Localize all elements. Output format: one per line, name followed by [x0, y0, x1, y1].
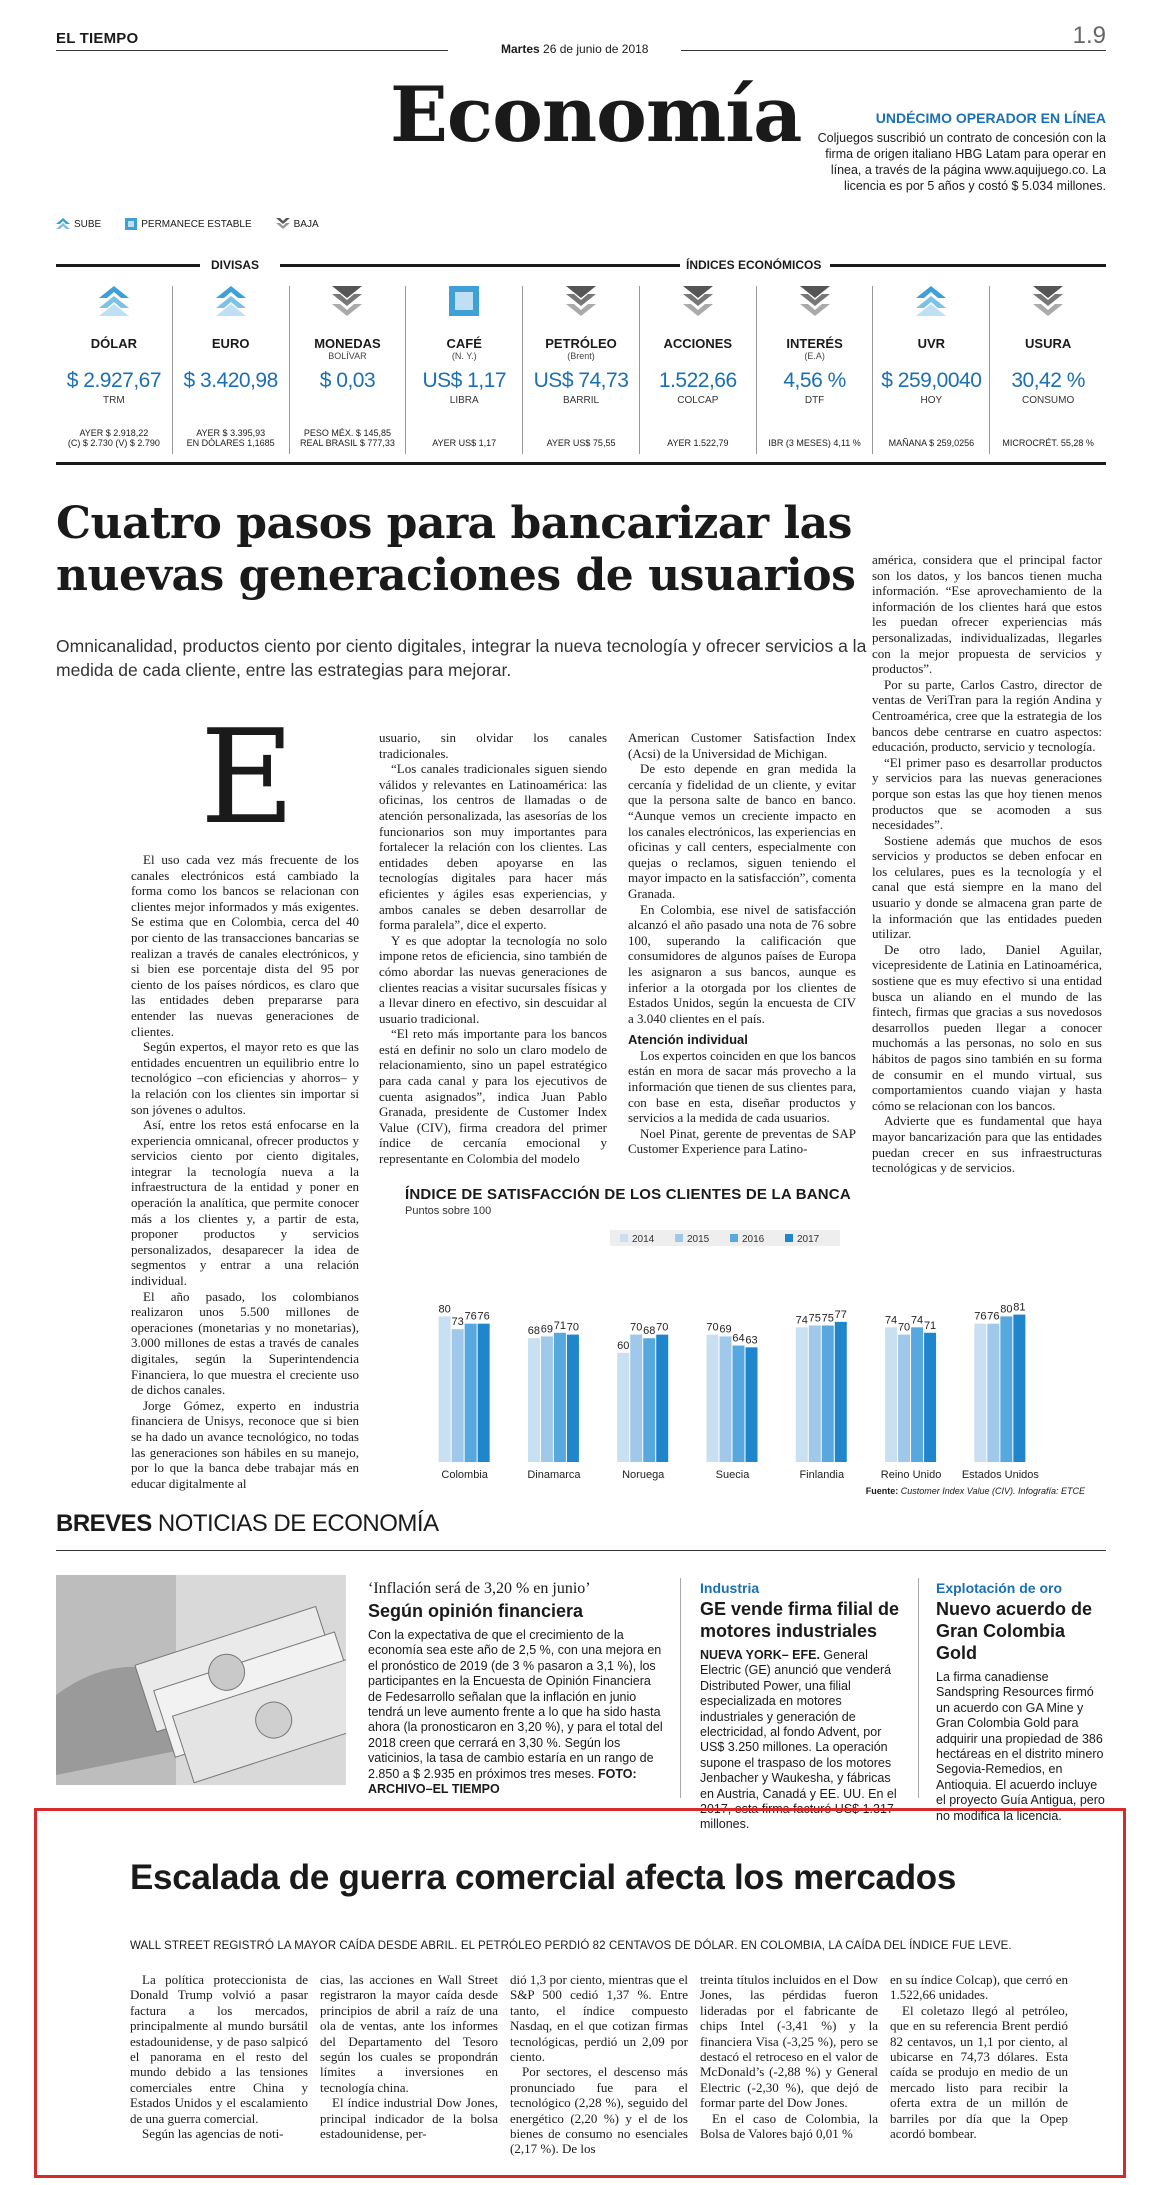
trend-up-icon	[56, 218, 70, 230]
banknotes-photo-icon	[56, 1575, 346, 1785]
indicator-uvr	[873, 286, 990, 454]
article-paragraph: De esto depende en gran medida la cercanía y fidelidad de un cliente, y evitar que la persona salte de banco en banco. “Aunque vemos un creciente impacto en los canales electrónicos, las experiencias en oficinas y call centers, especialmente con quejas o reclamos, siguen teniendo el mayor impacto en la satisfacción”, comenta Granada.	[628, 761, 856, 901]
article-paragraph: Los expertos coinciden en que los bancos están en mora de sacar más provecho a la información que tienen de sus clientes para, con base en esta, diseñar productos y servicios a la medida de cada usuarios.	[628, 1047, 856, 1126]
header-rule-right	[681, 50, 1106, 51]
indicator-trend	[173, 286, 289, 326]
legend-swatch	[675, 1234, 683, 1242]
chart-subtitle: Puntos sobre 100	[405, 1205, 492, 1217]
legend-stable	[125, 218, 251, 230]
bar-value-label: 64	[732, 1332, 745, 1345]
indicator-previous	[177, 428, 285, 448]
article-paragraph: Jorge Gómez, experto en industria financiera de Unisys, reconoce que si bien se ha dado un avance tecnológico, no todas las generaciones son hábiles en su manejo, por lo que la banca debe trabajar más en educar digitalmente al	[131, 1397, 359, 1491]
bar-value-label: 75	[821, 1312, 834, 1325]
indicator-trend	[290, 286, 406, 326]
article-paragraph: Por su parte, Carlos Castro, director de ventas de VeriTran para la región Andina y Centroamérica, cree que la estrategia de los bancos debe centrarse en cuatro aspectos: educación, producto, servicio y tecnología.	[872, 676, 1102, 755]
chart-bar	[987, 1324, 999, 1462]
indicator-value: $ 0,03	[319, 369, 376, 392]
date-day: Martes	[501, 42, 540, 56]
indicator-prev-line: IBR (3 MESES) 4,11 %	[768, 438, 861, 448]
chart-bar	[478, 1324, 490, 1462]
trend-down-icon	[1033, 286, 1063, 316]
chart-bar	[656, 1335, 668, 1462]
trend-down-icon	[276, 218, 290, 230]
indicator-unit: COLCAP	[677, 395, 719, 406]
article-paragraph: Sostiene además que muchos de esos servicios y productos se deben enfocar en los celulares, pues es la tecnología y el canal que está siempre en la mano del usuario y donde se almacena gran parte de la información que las entidades pueden utilizar.	[872, 832, 1102, 942]
trend-down-icon	[800, 286, 830, 316]
lead2-column-4	[700, 1972, 878, 2141]
indicator-unit: LIBRA	[449, 395, 479, 406]
bar-value-label: 76	[974, 1310, 987, 1323]
chart-bar	[796, 1327, 808, 1462]
indicator-value: $ 259,0040	[881, 369, 982, 392]
indicators-strip	[56, 286, 1106, 454]
article-paragraph: Noel Pinat, gerente de preventas de SAP Customer Experience para Latino-	[628, 1125, 856, 1157]
indicator-value: 30,42 %	[1011, 369, 1085, 392]
lead2-paragraph: El coletazo llegó al petróleo, que en su referencia Brent perdió 82 centavos, un 1,1 por ciento, al ubicarse en 74,73 dólares. Esta caída se produjo en medio de un mercado listo para recibir la oferta extra de un millón de barriles por día que la Opep acordó bombear.	[890, 2002, 1068, 2142]
top-brief	[806, 110, 1106, 194]
chart-source-text: Customer Index Value (CIV). Infografía: ETCE	[900, 1486, 1085, 1496]
indicator-previous	[994, 438, 1102, 448]
chart-bar	[554, 1333, 566, 1462]
indicator-name: ACCIONES	[663, 336, 733, 351]
indicator-previous	[877, 438, 985, 448]
brief-ge-kicker: Industria	[700, 1580, 760, 1596]
chart-bar	[911, 1327, 923, 1462]
indicator-trend	[873, 286, 989, 326]
bar-value-label: 69	[719, 1323, 732, 1336]
brief-ge-text	[700, 1648, 900, 1833]
trend-up-icon	[99, 286, 129, 316]
lead2-column-3	[510, 1972, 688, 2157]
indicator-previous	[294, 428, 402, 448]
article-paragraph: Advierte que es fundamental que haya mayor bancarización para que las entidades puedan crecer en sus infraestructuras tecnológicas y de servicios.	[872, 1113, 1102, 1176]
indicator-name: CAFÉ	[446, 336, 482, 351]
lead2-paragraph: dió 1,3 por ciento, mientras que el S&P 500 cedió 1,37 %. Entre tanto, el índice compuesto Nasdaq, en el que cotizan firmas tecnológicas, perdió un 2,09 por ciento.	[510, 1972, 688, 2065]
indicator-prev-line: AYER 1.522,79	[667, 438, 729, 448]
chart-bar	[643, 1338, 655, 1462]
brief-ge	[700, 1580, 900, 1833]
legend-swatch	[620, 1234, 628, 1242]
breves-heading	[56, 1510, 439, 1538]
indicator-unit: TRM	[103, 395, 125, 406]
chart-source-label: Fuente:	[865, 1486, 899, 1496]
lead2-deck: WALL STREET REGISTRÓ LA MAYOR CAÍDA DESDE ABRIL. EL PETRÓLEO PERDIÓ 82 CENTAVOS DE DÓLAR. EN COLOMBIA, LA CAÍDA DEL ÍNDICE FUE LEVE.	[130, 1940, 1012, 1952]
indicator-prev-line: MICROCRÉT. 55,28 %	[1002, 438, 1094, 448]
indicator-petróleo	[523, 286, 640, 454]
header-rule-left	[56, 50, 448, 51]
indicator-euro	[173, 286, 290, 454]
chart-bar	[707, 1335, 719, 1462]
bar-value-label: 70	[630, 1321, 643, 1334]
indicator-prev-line: EN DÓLARES 1,1685	[186, 438, 275, 448]
category-label: Reino Unido	[880, 1469, 942, 1481]
brief-gold-text: La firma canadiense Sandspring Resources firmó un acuerdo con GA Mine y Gran Colombia Gold para adquirir una propiedad de 386 hectáreas en el distrito minero Segovia-Remedios, en Antioquia. El acuerdo incluye el proyecto Guía Antigua, pero no modifica la licencia.	[936, 1670, 1105, 1823]
category-label: Noruega	[622, 1469, 665, 1481]
chart-bar	[630, 1335, 642, 1462]
drop-cap: E	[200, 701, 295, 853]
divisas-label: DIVISAS	[211, 258, 260, 272]
top-brief-body: Coljuegos suscribió un contrato de concesión con la firma de origen italiano HBG Latam para operar en línea, a través de la página www.aquijuego.co. La licencia es por 5 años y costó $ 5.034 millones.	[817, 131, 1106, 193]
chart-bar	[541, 1336, 553, 1462]
masthead	[56, 22, 1106, 58]
bar-value-label: 76	[477, 1310, 490, 1323]
article-paragraph: usuario, sin olvidar los canales tradicionales.	[379, 730, 607, 761]
bar-value-label: 63	[745, 1334, 758, 1347]
indicator-sub	[990, 351, 1106, 361]
indicator-sub	[873, 351, 989, 361]
indicator-unit: BARRIL	[562, 395, 600, 406]
indicators-heading	[56, 258, 1106, 272]
article-paragraph: “El reto más importante para los bancos está en definir no solo un claro modelo de relacionamiento, sino un papel estratégico para cada canal y para los ejecutivos de cuenta asignados”, indica Juan Pablo Granada, presidente de Customer Index Value (CIV), firma creadora del primer índice de cercanía emocional y representante en Colombia del modelo	[379, 1026, 607, 1167]
indicator-value: $ 3.420,98	[183, 369, 278, 392]
article-deck: Omnicanalidad, productos ciento por ciento digitales, integrar la nueva tecnología y ofrecer servicios a la medida de cada cliente, entre las estrategias para mejorar.	[56, 636, 867, 680]
bar-value-label: 73	[451, 1316, 464, 1329]
indicator-monedas	[290, 286, 407, 454]
article-paragraph: En Colombia, ese nivel de satisfacción alcanzó el año pasado una nota de 76 sobre 100, superando la calificación que consumidores de algunos países de Europa les asignaron a sus bancos, aunque es inferior a la otorgada por los clientes de Estados Unidos, según la encuesta de CIV a 3.040 clientes en el país.	[628, 901, 856, 1026]
indicator-previous	[60, 428, 168, 448]
indicator-previous	[761, 438, 869, 448]
chart-bar	[1013, 1315, 1025, 1462]
article-paragraph: American Customer Satisfaction Index (Acsi) de la Universidad de Michigan.	[628, 730, 856, 761]
indicator-trend	[990, 286, 1106, 326]
indicator-prev-line: AYER $ 3.395,93	[196, 428, 266, 438]
indicator-value: $ 2.927,67	[66, 369, 162, 392]
bar-value-label: 76	[987, 1310, 1000, 1323]
indicator-value: 4,56 %	[783, 369, 846, 392]
trend-down-icon	[332, 286, 362, 316]
indicator-sub	[56, 351, 172, 361]
bar-value-label: 81	[1013, 1301, 1026, 1314]
chart-bar	[898, 1335, 910, 1462]
bar-value-label: 68	[527, 1325, 541, 1338]
article-column-4	[872, 552, 1102, 1176]
indicator-café	[406, 286, 523, 454]
brief-inflation	[368, 1580, 668, 1797]
money-photo	[56, 1575, 346, 1785]
indicator-name: MONEDAS	[314, 336, 381, 351]
category-label: Finlandia	[799, 1469, 845, 1481]
legend-label: 2014	[632, 1234, 655, 1245]
indicator-name: DÓLAR	[90, 336, 137, 351]
indicator-sub: (E.A)	[804, 351, 825, 361]
indicator-acciones	[640, 286, 757, 454]
chart-bar	[924, 1333, 936, 1462]
chart-bar	[1000, 1316, 1012, 1462]
article-paragraph: “Los canales tradicionales siguen siendo válidos y relevantes en Latinoamérica: las oficinas, los centros de llamadas o de atención personalizada, las asesorías de los funcionarios son muy importantes para fortalecer la relación con los clientes. Las entidades deben apoyarse en las tecnologías digitales para hacer más eficientes y ágiles esas experiencias, y ambos canales se deben desarrollar de forma paralela”, dice el experto.	[379, 761, 607, 933]
bar-value-label: 70	[706, 1321, 719, 1334]
trend-legend	[56, 218, 319, 230]
indicator-name: INTERÉS	[786, 336, 843, 351]
chart-bar	[974, 1324, 986, 1462]
indicator-sub	[173, 351, 289, 361]
indicator-name: USURA	[1025, 336, 1072, 351]
trend-down-icon	[566, 286, 596, 316]
chart-bar	[439, 1316, 451, 1462]
indicator-unit: HOY	[920, 395, 943, 406]
bar-value-label: 74	[884, 1314, 898, 1327]
indicator-trend	[56, 286, 172, 326]
article-paragraph: Así, entre los retos está enfocarse en la experiencia omnicanal, ofrecer productos y servicios ciento por ciento digitales, integrar la tecnología nueva a la infraestructura de la entidad y poner en operación la analítica, que permite conocer más a los clientes y, a partir de esta, proponer productos y servicios personalizados, desaparecer la idea de segmentos y entrar a una relación individual.	[131, 1117, 359, 1289]
indicator-prev-line: AYER US$ 1,17	[432, 438, 497, 448]
article-paragraph: “El primer paso es desarrollar productos y servicios para las nuevas generaciones porque son estas las que hoy tienen menos productos que se acomoden a sus necesidades”.	[872, 754, 1102, 833]
lead2-column-2	[320, 1972, 498, 2141]
bar-value-label: 76	[464, 1310, 477, 1323]
legend-label: 2017	[797, 1234, 820, 1245]
indicator-sub: (N. Y.)	[451, 351, 477, 361]
brief-ge-body: General Electric (GE) anunció que venderá Distributed Power, una filial especializada en motores industriales y generación de electricidad, al fondo Advent, por US$ 3.250 millones. La operación supone el traspaso de los motores Jenbacher y Waukesha, y fábricas en Austria, Canadá y EE. UU. En el 2017, esta firma facturó US$ 1.317 millones.	[700, 1648, 897, 1832]
article-headline: Cuatro pasos para bancarizar las nuevas generaciones de usuarios	[56, 498, 856, 601]
lead2-paragraph: La política proteccionista de Donald Trump volvió a pasar factura a los mercados, principalmente al mundo bursátil estadounidense, y de paso salpicó el panorama en el resto del mundo debido a las tensiones comerciales entre China y Estados Unidos y el escalamiento de una guerra comercial.	[130, 1972, 308, 2126]
category-label: Colombia	[441, 1469, 488, 1481]
article-paragraph: De otro lado, Daniel Aguilar, vicepresidente de Latinia en Latinoamérica, sostiene que es muy efectivo si una entidad busca un aliando en el mundo de las fintech, firmas que gracias a sus novedosos desarrollos pueden llegar a conocer muchomás a las personas, no solo en sus hábitos de pagos sino también en su forma de consumir en el mundo virtual, sus comportamientos cuando viajan y hasta cómo se relacionan con los bancos.	[872, 941, 1102, 1113]
bar-value-label: 68	[643, 1325, 656, 1338]
trend-up-icon	[216, 286, 246, 316]
indicator-value: 1.522,66	[658, 369, 737, 392]
indicator-trend	[757, 286, 873, 326]
indicator-value: US$ 74,73	[533, 369, 629, 392]
bar-value-label: 77	[834, 1308, 847, 1321]
indicator-sub	[640, 351, 756, 361]
bar-value-label: 71	[553, 1319, 567, 1332]
lead2-paragraph: Según las agencias de noti-	[142, 2126, 284, 2142]
article-paragraph: Según expertos, el mayor reto es que las entidades encuentren un equilibrio entre lo tecnológico –con eficiencias y ahorros– y la relación con los clientes sin importar si son jóvenes o adultos.	[131, 1039, 359, 1117]
brief-ge-title: GE vende firma filial de motores industriales	[700, 1599, 900, 1641]
bar-value-label: 60	[617, 1339, 630, 1352]
indicator-sub: BOLÍVAR	[328, 351, 367, 361]
indicator-trend	[406, 286, 522, 326]
bar-value-label: 70	[656, 1321, 669, 1334]
bar-value-label: 70	[566, 1321, 580, 1334]
legend-swatch	[730, 1234, 738, 1242]
category-label: Dinamarca	[527, 1469, 581, 1481]
indicator-prev-line: MAÑANA $ 259,0256	[888, 438, 975, 448]
lead2-paragraph: Por sectores, el descenso más pronunciado fue para el tecnológico (2,28 %), seguido del energético (2,20 %) y el de los bienes de consumo no esenciales (2,17 %). De los	[510, 2064, 688, 2157]
indicator-previous	[527, 438, 635, 448]
indicator-prev-line: PESO MÉX. $ 145,85	[303, 428, 391, 438]
indicator-name: EURO	[211, 336, 250, 351]
indicator-value: US$ 1,17	[422, 369, 507, 392]
lead2-headline: Escalada de guerra comercial afecta los mercados	[130, 1858, 957, 1897]
legend-label: 2016	[742, 1234, 765, 1245]
indices-label: ÍNDICES ECONÓMICOS	[686, 258, 822, 272]
chart-bar	[528, 1338, 540, 1462]
indicator-prev-line: AYER $ 2.918,22	[79, 428, 149, 438]
indicator-interés	[757, 286, 874, 454]
indicator-trend	[640, 286, 756, 326]
breves-label: BREVES	[56, 1510, 152, 1537]
chart-title: ÍNDICE DE SATISFACCIÓN DE LOS CLIENTES DE LA BANCA	[405, 1186, 851, 1203]
legend-swatch	[785, 1234, 793, 1242]
indicator-prev-line: (C) $ 2.730 (V) $ 2.790	[67, 438, 160, 448]
brief-inflation-body: Con la expectativa de que el crecimiento de la economía sea este año de 2,5 %, con una mejora en el pronóstico de 2019 (de 3 % pasaron a 3,1 %), los participantes en la Encuesta de Opinión Financiera de Fedesarrollo señalan que la inflación en junio tendrá un leve aumento frente a lo que ha sido hasta ahora (la pronosticaron en 3,20 %), y para el total del 2018 creen que cerrará en 3,30 %. Según los vaticinios, la tasa de cambio estaría en un rango de 2.850 a $ 2.935 en próximos tres meses.	[368, 1628, 663, 1781]
trend-up-icon	[916, 286, 946, 316]
legend-down-label: BAJA	[293, 218, 319, 230]
date-rest: 26 de junio de 2018	[543, 42, 649, 56]
lead2-column-1	[130, 1972, 308, 2141]
top-brief-kicker: UNDÉCIMO OPERADOR EN LÍNEA	[875, 110, 1106, 126]
article-paragraph: Y es que adoptar la tecnología no solo impone retos de eficiencia, sino también de cómo abordar las nuevas generaciones de clientes reacias a visitar sucursales físicas y a llevar dinero en efectivo, sin descuidar al usuario tradicional.	[379, 932, 607, 1026]
indicator-unit: DTF	[804, 395, 825, 406]
legend-stable-label: PERMANECE ESTABLE	[141, 218, 252, 230]
legend-down	[276, 218, 319, 230]
bar-value-label: 74	[910, 1314, 924, 1327]
article-subhead: Atención individual	[628, 1032, 748, 1048]
brief-ge-byline: NUEVA YORK– EFE.	[700, 1648, 820, 1662]
indicator-name: UVR	[917, 336, 946, 351]
chart-bar	[465, 1324, 477, 1462]
category-label: Estados Unidos	[961, 1469, 1039, 1481]
lead2-paragraph: El índice industrial Dow Jones, principal indicador de la bolsa estadounidense, per-	[320, 2095, 498, 2142]
chart-bar	[733, 1346, 745, 1462]
chart-bar	[822, 1326, 834, 1463]
chart-bar	[567, 1335, 579, 1462]
indicator-previous	[644, 438, 752, 448]
indicator-prev-line: REAL BRASIL $ 777,33	[300, 438, 395, 448]
lead2-paragraph: treinta títulos incluidos en el Dow Jones, las pérdidas fueron lideradas por el fabricante de chips Intel (-3,41 %) y la financiera Visa (-3,25 %), pero se destacó el retroceso en el valor de McDonald’s (-2,88 %) y General Electric (-2,30 %), que dejó de formar parte del Dow Jones.	[700, 1972, 878, 2111]
chart-plot	[405, 1230, 1085, 1492]
trend-stable-icon	[449, 286, 479, 316]
trend-down-icon	[683, 286, 713, 316]
chart-bar	[452, 1329, 464, 1462]
brief-divider	[918, 1578, 919, 1798]
chart-source	[866, 1486, 1085, 1496]
indicator-trend	[523, 286, 639, 326]
brief-inflation-kicker: ‘Inflación será de 3,20 % en junio’	[368, 1580, 591, 1597]
legend-label: 2015	[687, 1234, 710, 1245]
category-label: Suecia	[715, 1469, 750, 1481]
brief-divider	[680, 1578, 681, 1798]
brief-gold-kicker: Explotación de oro	[936, 1580, 1063, 1596]
chart-bar	[720, 1336, 732, 1462]
lead2-paragraph: cias, las acciones en Wall Street registraron la mayor caída desde principios de abril a raíz de una ola de ventas, ante los informes del Departamento del Tesoro según los cuales se propondrán límites a inversiones en tecnología china.	[320, 1972, 498, 2095]
indicator-prev-line: AYER US$ 75,55	[546, 438, 616, 448]
brief-gold	[936, 1580, 1108, 1824]
chart-bar	[835, 1322, 847, 1462]
chart-bar	[885, 1327, 897, 1462]
brief-inflation-text	[368, 1628, 668, 1797]
photo-credit: FOTO: ARCHIVO–EL TIEMPO	[368, 1766, 637, 1797]
section-title: Economía	[390, 70, 802, 159]
legend-up	[56, 218, 101, 230]
indicator-unit: CONSUMO	[1022, 395, 1075, 406]
satisfaction-chart	[405, 1186, 1085, 1496]
trend-stable-icon	[125, 218, 137, 230]
article-paragraph: américa, considera que el principal factor son los datos, y los bancos tienen mucha información. “Ese aprovechamiento de la información de los clientes hará que estos les puedan ofrecer experiencias más personalizadas, individualizadas, llegarles con la mejor propuesta de servicios y productos”.	[872, 552, 1102, 677]
bar-value-label: 80	[1000, 1303, 1013, 1316]
bar-value-label: 75	[808, 1312, 821, 1325]
breves-rule	[56, 1550, 1106, 1551]
indicators-bottom-rule	[56, 462, 1106, 465]
lead2-column-5	[890, 1972, 1068, 2141]
indicator-name: PETRÓLEO	[545, 336, 617, 351]
chart-bar	[617, 1353, 629, 1462]
brief-inflation-title: Según opinión financiera	[368, 1601, 584, 1621]
brand-logo: EL TIEMPO	[56, 30, 139, 47]
indicator-previous	[410, 438, 518, 448]
indicator-dólar	[56, 286, 173, 454]
bar-value-label: 71	[923, 1319, 937, 1332]
legend-up-label: SUBE	[74, 218, 102, 230]
bar-value-label: 80	[438, 1303, 451, 1316]
bar-value-label: 70	[897, 1321, 911, 1334]
page-number: 1.9	[1072, 22, 1106, 49]
indicator-usura	[990, 286, 1106, 454]
brief-gold-title: Nuevo acuerdo de Gran Colombia Gold	[936, 1599, 1093, 1663]
chart-bar	[809, 1326, 821, 1463]
article-paragraph: El año pasado, los colombianos realizaron unos 5.500 millones de operaciones (monetarias y no monetarias), 3.000 millones de estas a través de canales digitales, según la Superintendencia Financiera, lo que muestra el creciente uso de dichos canales.	[131, 1288, 359, 1398]
dateline	[501, 42, 648, 56]
article-paragraph: El uso cada vez más frecuente de los canales electrónicos está cambiado la forma como los bancos se relacionan con clientes mejor informados y más exigentes. Se estima que en Colombia, cerca del 40 por ciento de las transacciones bancarias se realizan a través de canales electrónicos, y si bien ese porcentaje dista del 95 por ciento de los países nórdicos, es claro que las entidades deben prepararse para entender las nuevas generaciones de clientes.	[131, 852, 359, 1039]
article-column-3	[628, 730, 856, 1157]
bar-value-label: 69	[540, 1323, 554, 1336]
article-column-2	[379, 730, 607, 1167]
lead2-paragraph: en su índice Colcap), que cerró en 1.522,66 unidades.	[890, 1972, 1068, 2003]
lead2-paragraph: En el caso de Colombia, la Bolsa de Valores bajó 0,01 %	[700, 2110, 878, 2142]
chart-bar	[746, 1347, 758, 1462]
breves-sublabel: NOTICIAS DE ECONOMÍA	[157, 1510, 439, 1537]
indicator-sub: (Brent)	[567, 351, 595, 361]
bar-value-label: 74	[795, 1314, 808, 1327]
article-column-1	[131, 852, 359, 1491]
